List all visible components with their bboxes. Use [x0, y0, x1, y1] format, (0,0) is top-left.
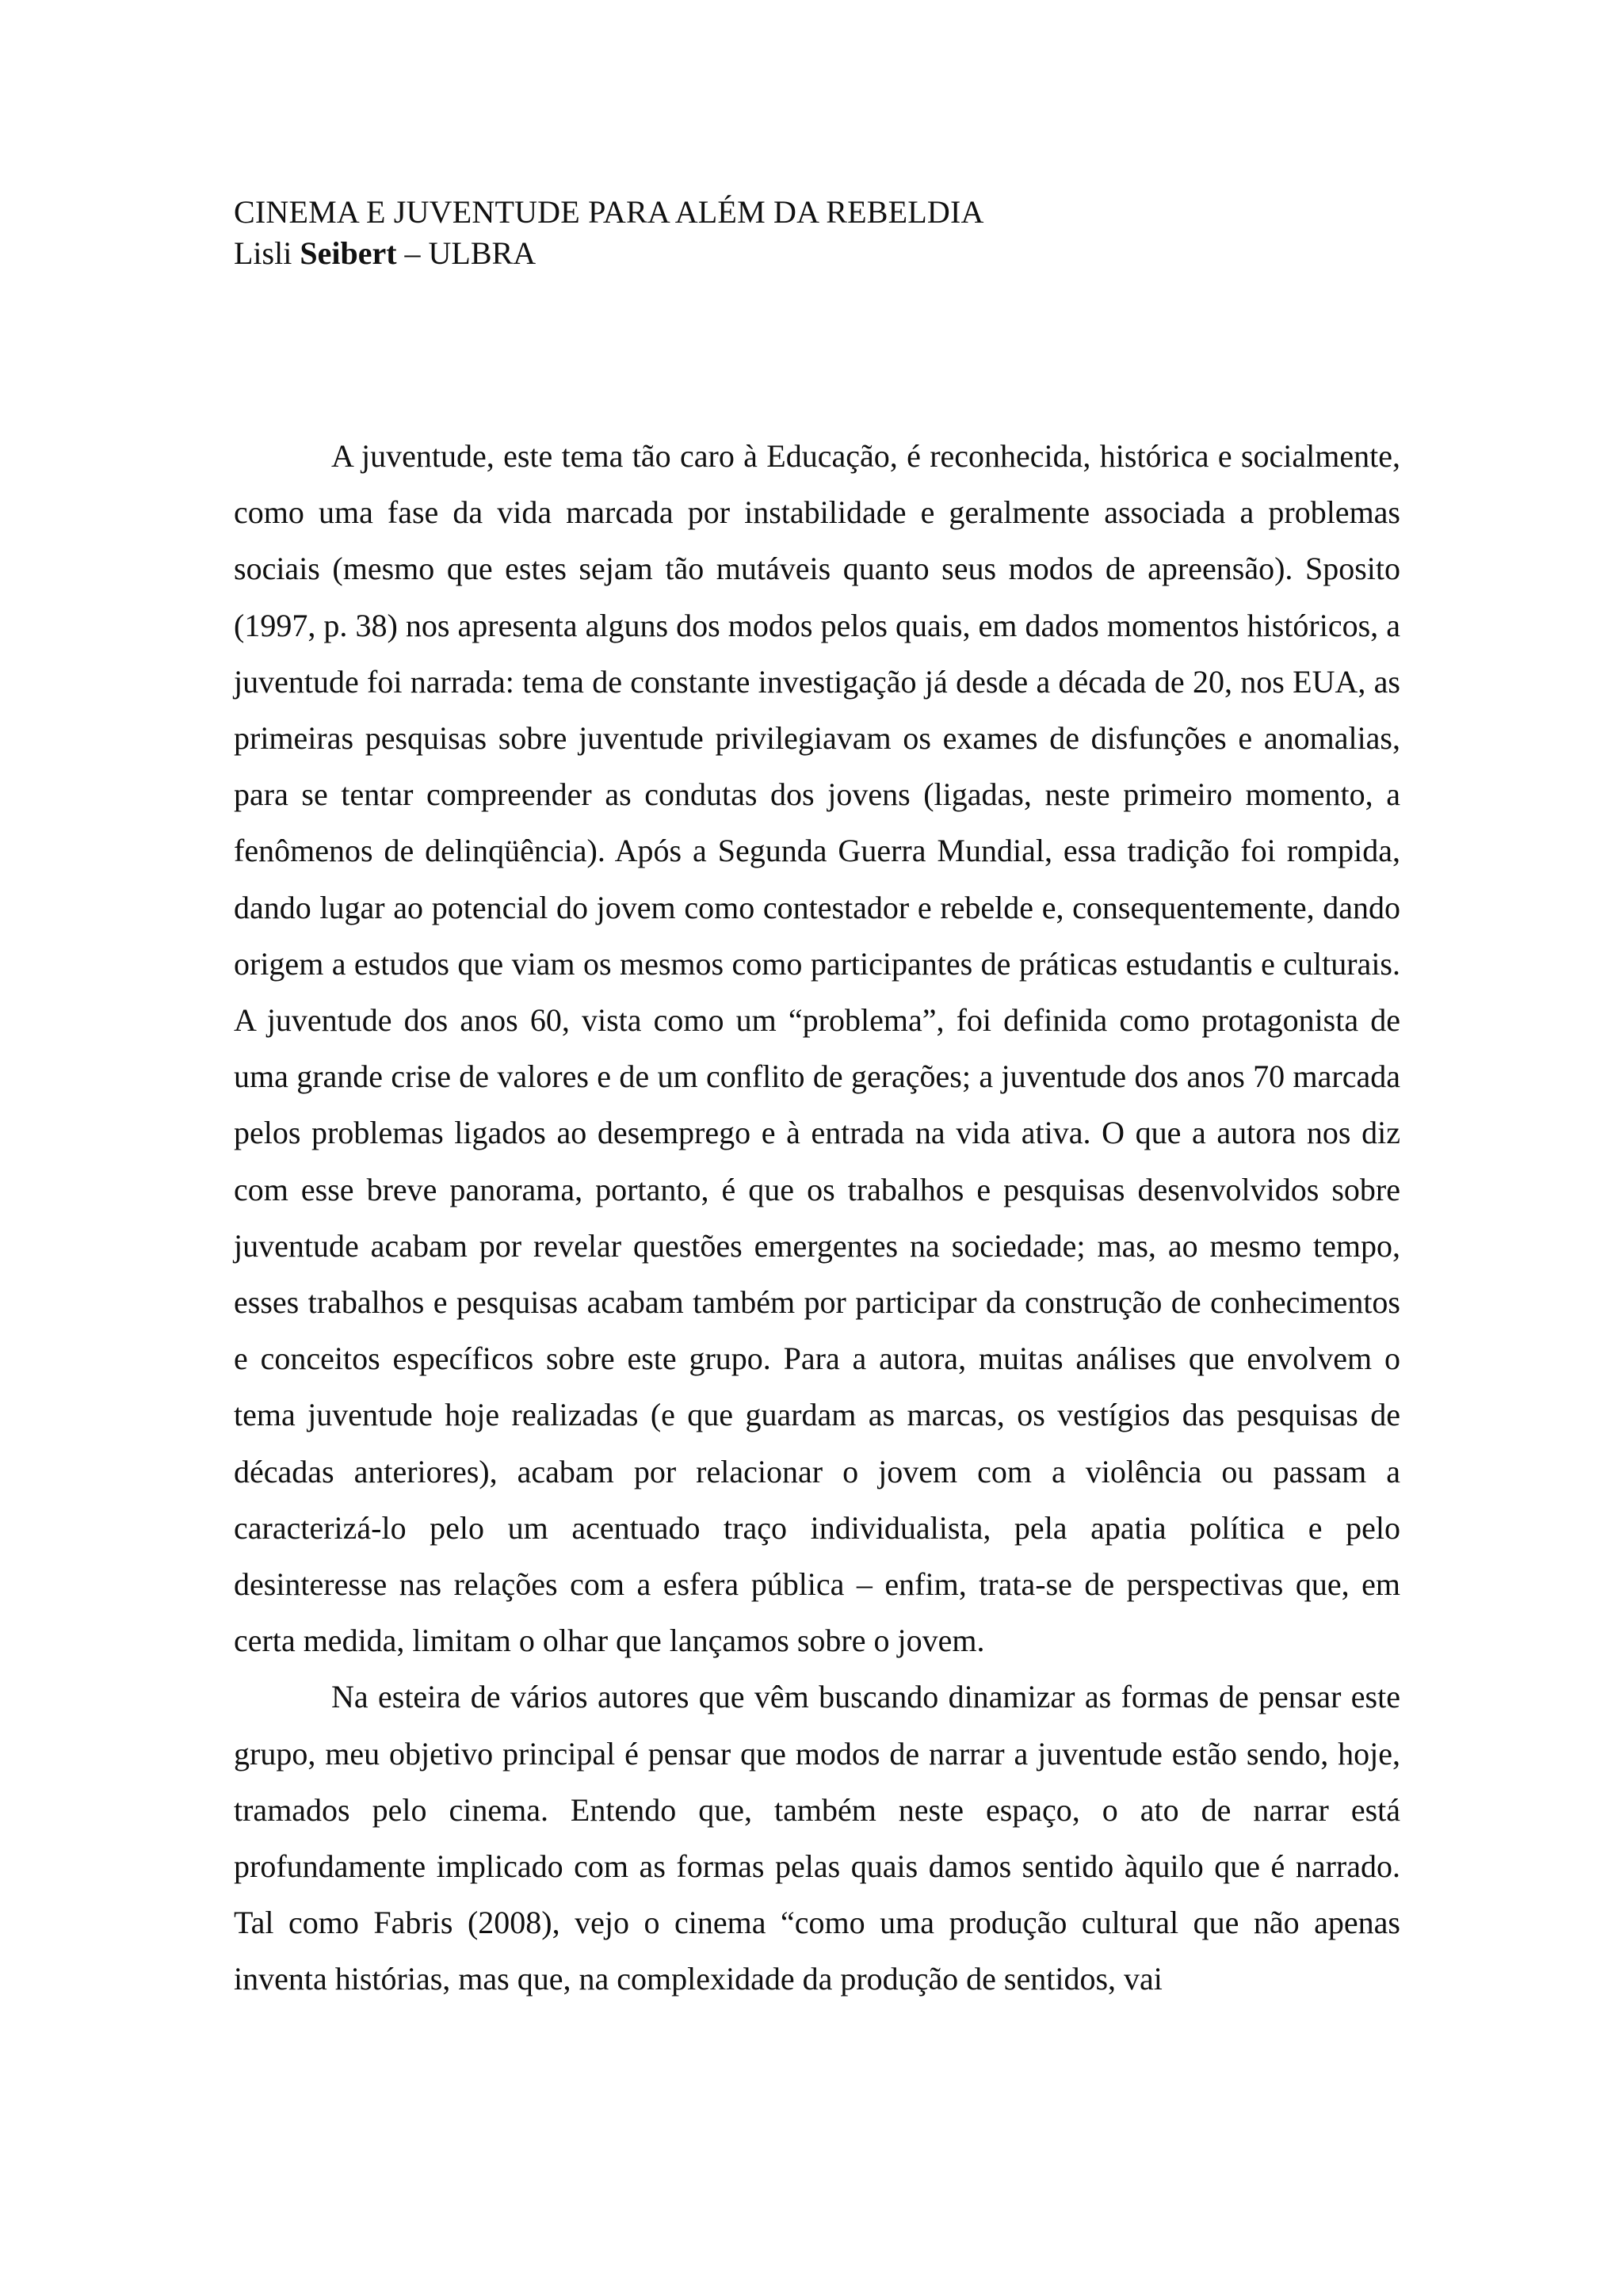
author-surname: Seibert [300, 235, 397, 271]
paragraph-1: A juventude, este tema tão caro à Educação, é reconhecida, histórica e socialmente, como uma fase da vida marcada por instabilidade e geralmente associada a problemas sociais (mesmo que estes sejam tão mutáveis quanto seus modos de apreensão). Sposito (1997, p. 38) nos apresenta alguns dos modos pelos quais, em dados momentos históricos, a juventude foi narrada: tema de constante investigação já desde a década de 20, nos EUA, as primeiras pesquisas sobre juventude privilegiavam os exames de disfunções e anomalias, para se tentar compreender as condutas dos jovens (ligadas, neste primeiro momento, a fenômenos de delinqüência). Após a Segunda Guerra Mundial, essa tradição foi rompida, dando lugar ao potencial do jovem como contestador e rebelde e, consequentemente, dando origem a estudos que viam os mesmos como participantes de práticas estudantis e culturais. A juventude dos anos 60, vista como um “problema”, foi definida como protagonista de uma grande crise de valores e de um conflito de gerações; a juventude dos anos 70 marcada pelos problemas ligados ao desemprego e à entrada na vida ativa. O que a autora nos diz com esse breve panorama, portanto, é que os trabalhos e pesquisas desenvolvidos sobre juventude acabam por revelar questões emergentes na sociedade; mas, ao mesmo tempo, esses trabalhos e pesquisas acabam também por participar da construção de conhecimentos e conceitos específicos sobre este grupo. Para a autora, muitas análises que envolvem o tema juventude hoje realizadas (e que guardam as marcas, os vestígios das pesquisas de décadas anteriores), acabam por relacionar o jovem com a violência ou passam a caracterizá-lo pelo um acentuado traço individualista, pela apatia política e pelo desinteresse nas relações com a esfera pública – enfim, trata-se de perspectivas que, em certa medida, limitam o olhar que lançamos sobre o jovem. [234, 438, 1400, 1659]
author-line [234, 233, 984, 274]
document-header [234, 192, 984, 274]
paragraph-2: Na esteira de vários autores que vêm buscando dinamizar as formas de pensar este grupo, meu objetivo principal é pensar que modos de narrar a juventude estão sendo, hoje, tramados pelo cinema. Entendo que, também neste espaço, o ato de narrar está profundamente implicado com as formas pelas quais damos sentido àquilo que é narrado. Tal como Fabris (2008), vejo o cinema “como uma produção cultural que não apenas inventa histórias, mas que, na complexidade da produção de sentidos, vai [234, 1679, 1400, 1997]
document-body [234, 428, 1400, 2008]
author-first-name: Lisli [234, 235, 292, 271]
document-title: CINEMA E JUVENTUDE PARA ALÉM DA REBELDIA [234, 194, 984, 230]
author-affiliation: – ULBRA [396, 235, 537, 271]
